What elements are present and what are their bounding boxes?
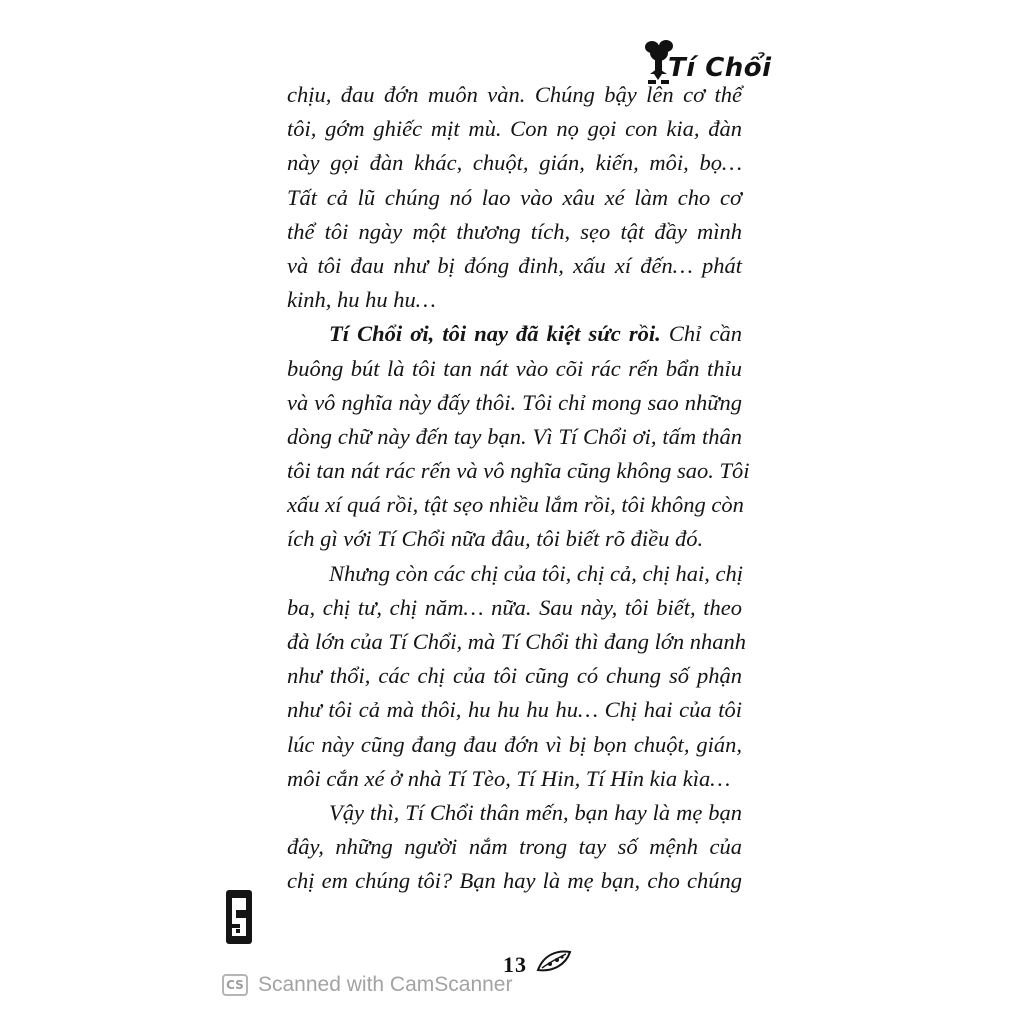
text-line: tôi tan nát rác rến và vô nghĩa cũng không sao. Tôi — [287, 458, 750, 484]
text-line: tôi, gớm ghiếc mịt mù. Con nọ gọi con kia, đàn — [287, 116, 742, 142]
scanner-watermark-text: Scanned with CamScanner — [258, 973, 513, 996]
text-line: Vậy thì, Tí Chổi thân mến, bạn hay là mẹ bạn — [329, 799, 742, 825]
text-line: như tôi cả mà thôi, hu hu hu hu… Chị hai của tôi — [287, 697, 742, 723]
line-continuation: Chỉ cần — [660, 321, 742, 347]
header-title: Tí Chổi — [668, 53, 772, 83]
bold-phrase: Tí Chổi ơi, tôi nay đã kiệt sức rồi. — [329, 321, 661, 347]
text-line: đây, những người nắm trong tay số mệnh của — [287, 834, 742, 860]
text-line: thể tôi ngày một thương tích, sẹo tật đầy mình — [287, 218, 742, 244]
text-line: xấu xí quá rồi, tật sẹo nhiều lắm rồi, tôi không còn — [287, 492, 744, 518]
scanner-footer — [222, 973, 512, 997]
text-line: và vô nghĩa này đấy thôi. Tôi chỉ mong sao những — [287, 389, 742, 415]
leaf-ornament-icon — [536, 948, 572, 974]
camscanner-icon: CS — [222, 974, 248, 996]
publisher-logo-icon — [224, 888, 254, 946]
text-line: ích gì với Tí Chổi nữa đâu, tôi biết rõ điều đó. — [287, 526, 704, 552]
text-line: dòng chữ này đến tay bạn. Vì Tí Chổi ơi, tấm thân — [287, 423, 742, 449]
page-number: 13 — [503, 952, 527, 977]
text-line: và tôi đau như bị đóng đinh, xấu xí đến… phát — [287, 252, 742, 278]
body-text — [287, 78, 750, 899]
text-line: môi cắn xé ở nhà Tí Tèo, Tí Hin, Tí Hỉn kia kìa… — [287, 765, 731, 791]
text-line: ba, chị tư, chị năm… nữa. Sau này, tôi biết, theo — [287, 594, 742, 620]
text-line: Tất cả lũ chúng nó lao vào xâu xé làm cho cơ — [287, 184, 742, 210]
text-line: chịu, đau đớn muôn vàn. Chúng bậy lên cơ thể — [287, 82, 742, 107]
text-line — [287, 317, 742, 351]
text-line: như thổi, các chị của tôi cũng có chung số phận — [287, 663, 742, 689]
text-line: đà lớn của Tí Chổi, mà Tí Chổi thì đang lớn nhanh — [287, 629, 747, 654]
text-line: lúc này cũng đang đau đớn vì bị bọn chuột, gián, — [287, 731, 742, 757]
text-line: buông bút là tôi tan nát vào cõi rác rến bẩn thỉu — [287, 355, 742, 381]
text-line: này gọi đàn khác, chuột, gián, kiến, môi, bọ… — [287, 150, 742, 176]
text-line: Nhưng còn các chị của tôi, chị cả, chị hai, chị — [329, 560, 744, 586]
text-line: kinh, hu hu hu… — [287, 287, 436, 313]
text-line: chị em chúng tôi? Bạn hay là mẹ bạn, cho chúng — [287, 868, 742, 894]
